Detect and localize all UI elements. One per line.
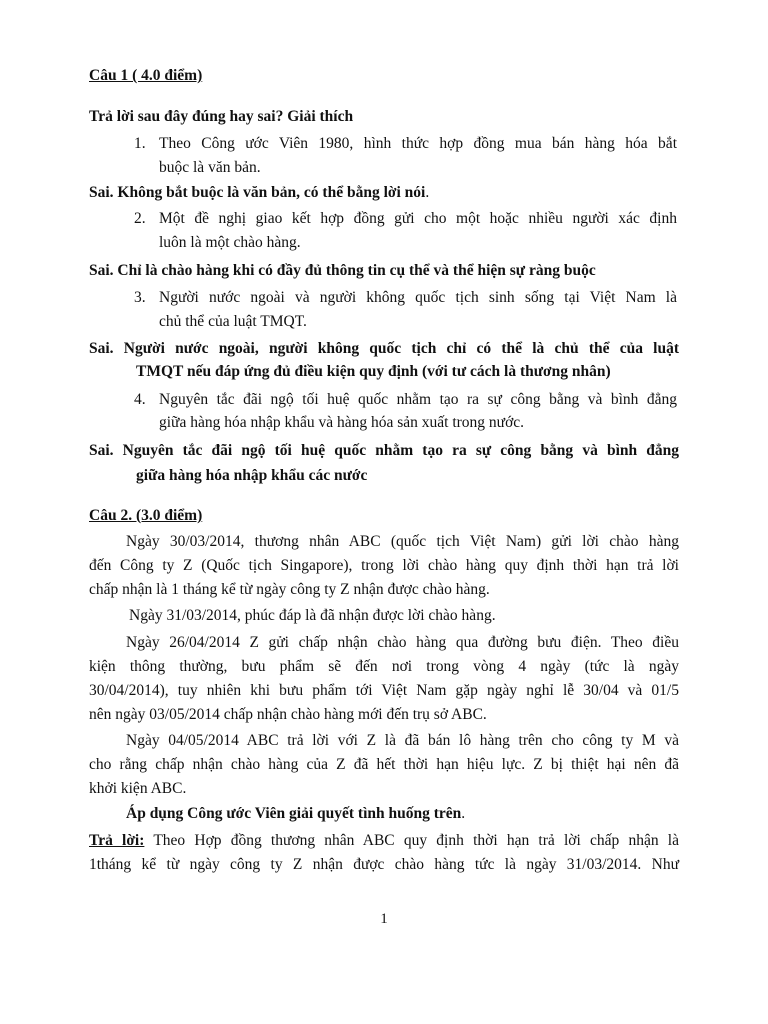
answer-1 <box>89 183 679 202</box>
item-4-line-2: giữa hàng hóa nhập khẩu và hàng hóa sản xuất trong nước. <box>159 414 525 431</box>
q2-paragraph-4-line-2: cho rằng chấp nhận chào hàng của Z đã hết thời hạn hiệu lực. Z bị thiệt hại nên đã <box>89 756 679 773</box>
q2-answer-label: Trả lời: <box>89 832 145 849</box>
q2-paragraph-4-line-1: Ngày 04/05/2014 ABC trả lời với Z là đã bán lô hàng trên cho công ty M và <box>126 732 679 749</box>
question-2-heading: Câu 2. (3.0 điểm) <box>89 507 203 524</box>
q2-paragraph-4-line-3: khởi kiện ABC. <box>89 780 187 797</box>
q2-paragraph-3-line-3: 30/04/2014), tuy nhiên khi bưu phẩm tới Việt Nam gặp ngày nghỉ lễ 30/04 và 01/5 <box>89 682 679 699</box>
answer-1-text: Sai. Không bắt buộc là văn bản, có thể bằng lời nói <box>89 184 426 201</box>
q2-paragraph-3-line-1: Ngày 26/04/2014 Z gửi chấp nhận chào hàng qua đường bưu điện. Theo điều <box>126 634 679 651</box>
page-number: 1 <box>380 911 388 927</box>
q2-paragraph-3-line-4: nên ngày 03/05/2014 chấp nhận chào hàng mới đến trụ sở ABC. <box>89 706 487 723</box>
q2-answer-text-1: Theo Hợp đồng thương nhân ABC quy định thời hạn trả lời chấp nhận là <box>144 832 679 849</box>
item-2-number: 2. <box>134 210 146 227</box>
q2-answer-line-1 <box>89 831 679 850</box>
q2-task <box>126 804 716 823</box>
q2-task-text: Áp dụng Công ước Viên giải quyết tình huống trên <box>126 805 462 822</box>
item-3-number: 3. <box>134 289 146 306</box>
question-1-heading: Câu 1 ( 4.0 điểm) <box>89 67 203 84</box>
answer-3-line-1: Sai. Người nước ngoài, người không quốc tịch chỉ có thể là chủ thể của luật <box>89 340 679 357</box>
answer-4-line-2: giữa hàng hóa nhập khẩu các nước <box>136 467 368 484</box>
answer-2: Sai. Chỉ là chào hàng khi có đầy đủ thông tin cụ thể và thể hiện sự ràng buộc <box>89 262 596 279</box>
q2-paragraph-1-line-1: Ngày 30/03/2014, thương nhân ABC (quốc tịch Việt Nam) gửi lời chào hàng <box>126 533 679 550</box>
item-2-line-2: luôn là một chào hàng. <box>159 234 301 251</box>
q2-task-tail: . <box>461 805 466 822</box>
item-3-line-2: chủ thể của luật TMQT. <box>159 313 307 330</box>
q2-paragraph-1-line-2: đến Công ty Z (Quốc tịch Singapore), trong lời chào hàng quy định thời hạn trả lời <box>89 557 679 574</box>
item-1-line-2: buộc là văn bản. <box>159 159 261 176</box>
q2-paragraph-3-line-2: kiện thông thường, bưu phẩm sẽ đến nơi trong vòng 4 ngày (tức là ngày <box>89 658 679 675</box>
answer-4-line-1: Sai. Nguyên tắc đãi ngộ tối huệ quốc nhằm tạo ra sự công bằng và bình đẳng <box>89 442 679 459</box>
q2-paragraph-1-line-3: chấp nhận là 1 tháng kể từ ngày công ty Z nhận được chào hàng. <box>89 581 490 598</box>
item-2-line-1: Một đề nghị giao kết hợp đồng gửi cho một hoặc nhiều người xác định <box>159 210 677 227</box>
item-4-number: 4. <box>134 391 146 408</box>
answer-1-tail: . <box>425 184 430 201</box>
item-1-number: 1. <box>134 135 146 152</box>
q2-answer-line-2: 1tháng kể từ ngày công ty Z nhận được chào hàng tức là ngày 31/03/2014. Như <box>89 856 679 873</box>
question-1-instruction: Trả lời sau đây đúng hay sai? Giải thích <box>89 108 354 125</box>
answer-3-line-2: TMQT nếu đáp ứng đủ điều kiện quy định (với tư cách là thương nhân) <box>136 363 611 380</box>
item-4-line-1: Nguyên tắc đãi ngộ tối huệ quốc nhằm tạo ra sự công bằng và bình đẳng <box>159 391 677 408</box>
item-1-line-1: Theo Công ước Viên 1980, hình thức hợp đồng mua bán hàng hóa bắt <box>159 135 677 152</box>
item-3-line-1: Người nước ngoài và người không quốc tịch sinh sống tại Việt Nam là <box>159 289 677 306</box>
q2-paragraph-2-line-1: Ngày 31/03/2014, phúc đáp là đã nhận được lời chào hàng. <box>129 607 496 624</box>
